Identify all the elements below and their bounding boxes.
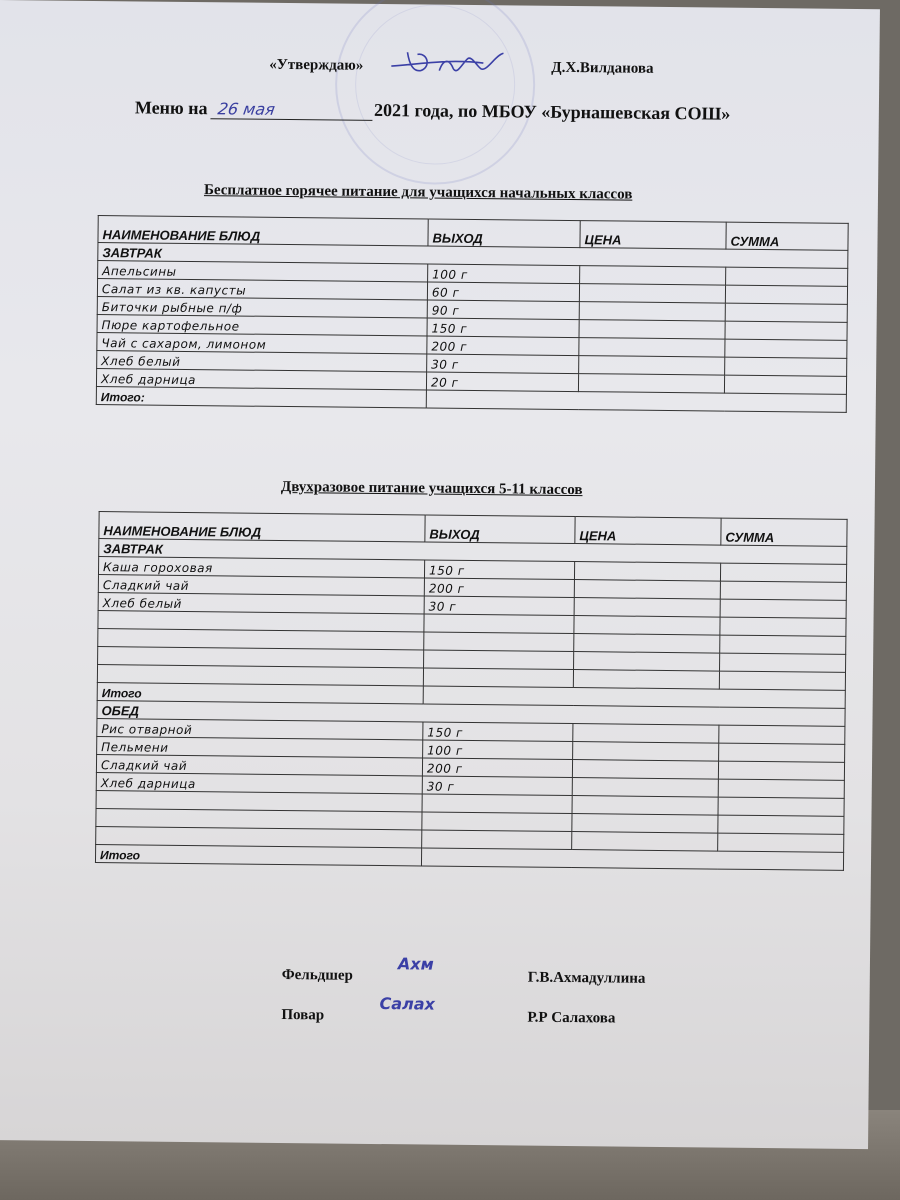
dish-sum (720, 599, 846, 618)
signer-role: Фельдшер (281, 967, 354, 984)
dish-name: Пюре картофельное (97, 315, 427, 336)
dish-output: 30 г (424, 596, 574, 616)
dish-sum (718, 797, 844, 816)
menu-suffix: 2021 года, по МБОУ «Бурнашевская СОШ» (374, 99, 731, 124)
dish-price (580, 266, 726, 286)
dish-name: Пельмени (97, 737, 423, 758)
dish-price (574, 580, 720, 600)
col-output-header: ВЫХОД (428, 219, 580, 248)
dish-output: 150 г (423, 722, 573, 742)
dish-sum (718, 779, 844, 798)
signer-role: Повар (281, 1007, 325, 1024)
dish-output: 90 г (427, 300, 579, 320)
dish-output (424, 650, 574, 670)
dish-price (572, 760, 718, 780)
dish-price (572, 778, 718, 798)
dish-price (579, 320, 725, 340)
dish-price (579, 356, 725, 376)
dish-price (573, 670, 719, 690)
dish-sum (720, 563, 846, 582)
dish-name: Хлеб белый (98, 593, 424, 614)
dish-name: Апельсины (98, 261, 428, 282)
dish-price (578, 374, 724, 394)
dish-sum (725, 357, 847, 376)
dish-price (573, 724, 719, 744)
dish-name: Салат из кв. капусты (97, 279, 427, 300)
menu-date-handwritten: 26 мая (211, 99, 376, 121)
dish-name: Хлеб белый (97, 351, 427, 372)
col-price-header: ЦЕНА (575, 517, 721, 546)
dish-output: 200 г (422, 758, 572, 778)
dish-sum (724, 375, 846, 394)
dish-price (574, 634, 720, 654)
table2-title: Двухразовое питание учащихся 5-11 классов (280, 478, 583, 499)
dish-output (422, 794, 572, 814)
dish-sum (719, 743, 845, 762)
dish-price (579, 338, 725, 358)
col-sum-header: СУММА (721, 518, 847, 546)
group-label-breakfast: ЗАВТРАК (99, 539, 847, 565)
dish-output (422, 812, 572, 832)
dish-price (574, 598, 720, 618)
dish-sum (720, 653, 846, 672)
dish-sum (725, 303, 847, 322)
dish-output (424, 632, 574, 652)
dish-price (574, 616, 720, 636)
approval-block (269, 56, 654, 77)
handwritten-signature: Салах (379, 994, 435, 1014)
dish-price (572, 832, 718, 852)
approve-label: «Утверждаю» (269, 56, 364, 74)
col-name-header: НАИМЕНОВАНИЕ БЛЮД (99, 512, 425, 542)
dish-output: 200 г (427, 336, 579, 356)
dish-name: Хлеб дарница (96, 773, 422, 794)
dish-output: 150 г (427, 318, 579, 338)
signer-name: Г.В.Ахмадуллина (527, 969, 646, 987)
group-label-breakfast: ЗАВТРАК (98, 243, 848, 269)
menu-title (135, 97, 731, 124)
dish-sum (720, 617, 846, 636)
dish-price (573, 742, 719, 762)
dish-sum (718, 761, 844, 780)
dish-output (423, 668, 573, 688)
dish-output: 30 г (427, 354, 579, 374)
table1-title: Бесплатное горячее питание для учащихся начальных классов (203, 182, 633, 203)
col-price-header: ЦЕНА (580, 221, 726, 250)
dish-sum (718, 833, 844, 852)
dish-output: 20 г (426, 372, 578, 392)
dish-name: Рис отварной (97, 719, 423, 740)
table1 (96, 215, 849, 413)
table2 (95, 511, 848, 871)
dish-output: 100 г (423, 740, 573, 760)
menu-prefix: Меню на (134, 97, 208, 119)
dish-name: Чай с сахаром, лимоном (97, 333, 427, 354)
col-sum-header: СУММА (726, 222, 848, 250)
dish-sum (725, 339, 847, 358)
dish-sum (725, 285, 847, 304)
dish-price (574, 562, 720, 582)
dish-sum (719, 725, 845, 744)
dish-name: Биточки рыбные п/ф (97, 297, 427, 318)
dish-price (579, 302, 725, 322)
total-label: Итого: (96, 387, 426, 408)
approver-name: Д.Х.Вилданова (551, 59, 654, 77)
total-value (421, 848, 843, 870)
dish-name: Хлеб дарница (96, 369, 426, 390)
dish-price (572, 814, 718, 834)
dish-price (574, 652, 720, 672)
handwritten-signature: Ахм (397, 954, 434, 974)
total-label: Итого (97, 683, 423, 704)
total-value (426, 390, 846, 412)
dish-sum (720, 635, 846, 654)
dish-sum (718, 815, 844, 834)
dish-sum (725, 321, 847, 340)
col-name-header: НАИМЕНОВАНИЕ БЛЮД (98, 216, 428, 246)
dish-output (422, 830, 572, 850)
dish-name: Сладкий чай (96, 755, 422, 776)
school-stamp (334, 0, 536, 186)
approver-signature (387, 44, 517, 79)
dish-name: Каша гороховая (98, 557, 424, 578)
signer-name: Р.Р Салахова (527, 1009, 616, 1027)
dish-sum (720, 581, 846, 600)
dish-output: 200 г (424, 578, 574, 598)
dish-output: 150 г (424, 560, 574, 580)
group-label-lunch: ОБЕД (97, 701, 845, 727)
total-label: Итого (95, 845, 421, 866)
dish-output: 30 г (422, 776, 572, 796)
col-output-header: ВЫХОД (425, 515, 575, 544)
dish-output: 60 г (427, 282, 579, 302)
dish-output: 100 г (428, 264, 580, 284)
dish-sum (719, 671, 845, 690)
dish-sum (726, 267, 848, 286)
dish-price (579, 284, 725, 304)
dish-name: Сладкий чай (98, 575, 424, 596)
dish-price (572, 796, 718, 816)
dish-output (424, 614, 574, 634)
